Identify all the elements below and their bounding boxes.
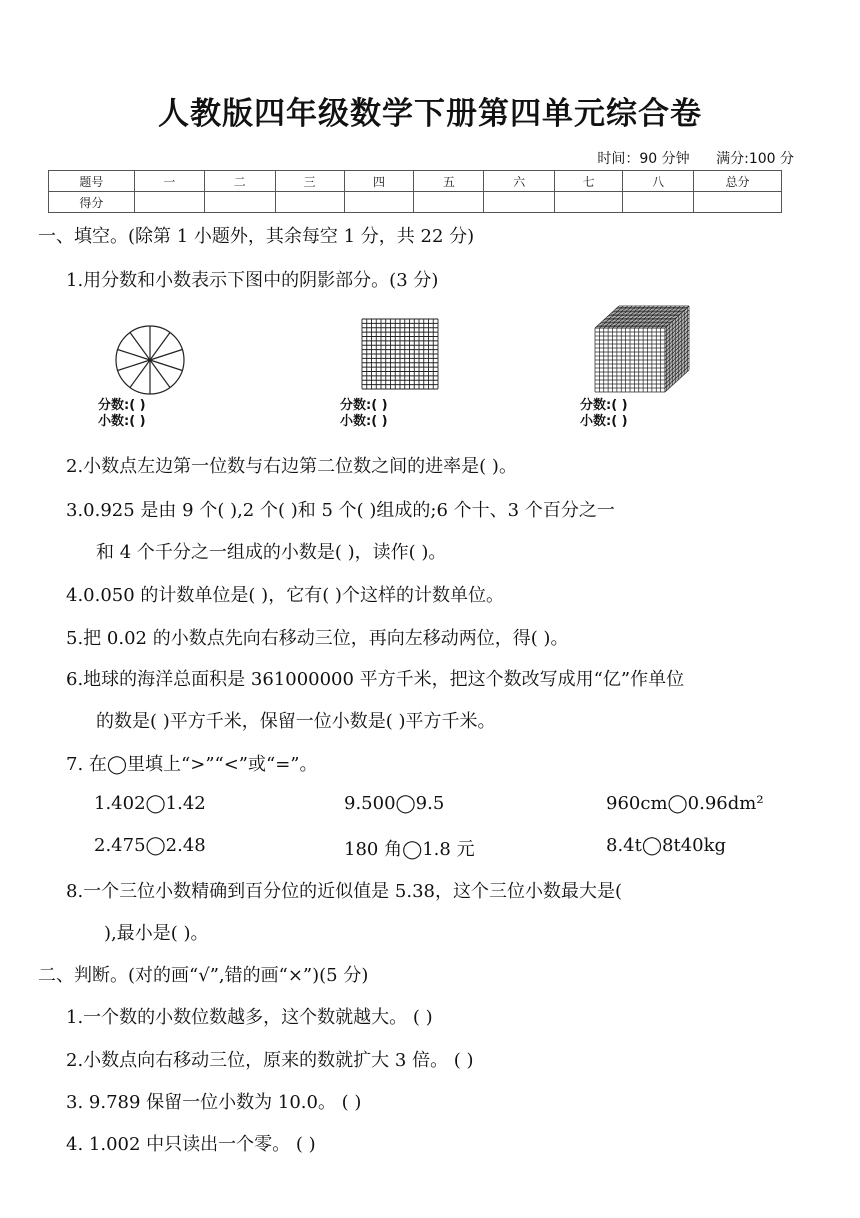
question-1: 1.用分数和小数表示下图中的阴影部分。(3 分) (66, 270, 439, 291)
fraction-answer[interactable]: 分数:( ) (98, 398, 146, 413)
thousand-cube-figure (593, 304, 693, 394)
decimal-answer[interactable]: 小数:( ) (580, 414, 628, 429)
question-7: 7. 在◯里填上“>”“<”或“=”。 (66, 754, 318, 775)
score-cell: 总分 (694, 171, 782, 192)
fraction-answer[interactable]: 分数:( ) (340, 398, 388, 413)
score-input-cell[interactable] (275, 192, 344, 213)
score-row-label: 得分 (49, 192, 135, 213)
question-4: 4.0.050 的计数单位是( )，它有( )个这样的计数单位。 (66, 585, 504, 606)
question-6-line2: 的数是( )平方千米，保留一位小数是( )平方千米。 (96, 711, 496, 732)
question-8-line2: ),最小是( )。 (104, 923, 209, 944)
score-input-cell[interactable] (134, 192, 204, 213)
score-cell: 二 (204, 171, 275, 192)
score-cell: 三 (275, 171, 344, 192)
section1-heading: 一、填空。(除第 1 小题外，其余每空 1 分，共 22 分) (38, 226, 475, 247)
section2-heading: 二、判断。(对的画“√”,错的画“×”)(5 分) (38, 965, 369, 986)
score-input-cell[interactable] (204, 192, 275, 213)
hundred-grid-figure (361, 318, 441, 390)
score-cell: 七 (555, 171, 623, 192)
score-input-cell[interactable] (623, 192, 694, 213)
score-input-cell[interactable] (414, 192, 484, 213)
question-3-line2: 和 4 个千分之一组成的小数是( )，读作( )。 (96, 542, 447, 563)
compare-item: 9.500◯9.5 (344, 793, 445, 814)
judge-item-2: 2.小数点向右移动三位，原来的数就扩大 3 倍。 ( ) (66, 1050, 474, 1071)
score-cell: 六 (484, 171, 555, 192)
score-cell: 四 (344, 171, 414, 192)
score-cell: 题号 (49, 171, 135, 192)
question-3-line1: 3.0.925 是由 9 个( ),2 个( )和 5 个( )组成的;6 个十、3 个百分之一 (66, 500, 615, 521)
figure2-labels (340, 398, 388, 430)
fraction-answer[interactable]: 分数:( ) (580, 398, 628, 413)
judge-item-3: 3. 9.789 保留一位小数为 10.0。 ( ) (66, 1092, 362, 1113)
figure3-labels (580, 398, 628, 430)
compare-item: 1.402◯1.42 (94, 793, 206, 814)
compare-item: 180 角◯1.8 元 (344, 839, 475, 860)
exam-time: 时间：90 分钟 (597, 151, 690, 167)
score-cell: 五 (414, 171, 484, 192)
circle-sectors-figure (112, 325, 188, 395)
decimal-answer[interactable]: 小数:( ) (340, 414, 388, 429)
compare-item: 8.4t◯8t40kg (606, 835, 727, 856)
score-input-cell[interactable] (484, 192, 555, 213)
decimal-answer[interactable]: 小数:( ) (98, 414, 146, 429)
score-input-cell[interactable] (694, 192, 782, 213)
question-6-line1: 6.地球的海洋总面积是 361000000 平方千米，把这个数改写成用“亿”作单位 (66, 669, 685, 690)
judge-item-1: 1.一个数的小数位数越多，这个数就越大。 ( ) (66, 1007, 433, 1028)
score-cell: 一 (134, 171, 204, 192)
compare-item: 2.475◯2.48 (94, 835, 206, 856)
score-table (48, 170, 782, 213)
score-table-header-row (49, 171, 782, 192)
judge-item-4: 4. 1.002 中只读出一个零。 ( ) (66, 1134, 316, 1155)
score-table-score-row (49, 192, 782, 213)
score-cell: 八 (623, 171, 694, 192)
question-8-line1: 8.一个三位小数精确到百分位的近似值是 5.38，这个三位小数最大是( (66, 881, 622, 902)
page-title: 人教版四年级数学下册第四单元综合卷 (158, 96, 702, 132)
score-input-cell[interactable] (555, 192, 623, 213)
figure1-labels (98, 398, 146, 430)
score-input-cell[interactable] (344, 192, 414, 213)
exam-meta (591, 148, 794, 168)
exam-full-score: 满分:100 分 (716, 151, 794, 167)
question-5: 5.把 0.02 的小数点先向右移动三位，再向左移动两位，得( )。 (66, 628, 569, 649)
compare-item: 960cm◯0.96dm² (606, 793, 764, 814)
question-2: 2.小数点左边第一位数与右边第二位数之间的进率是( )。 (66, 456, 517, 477)
